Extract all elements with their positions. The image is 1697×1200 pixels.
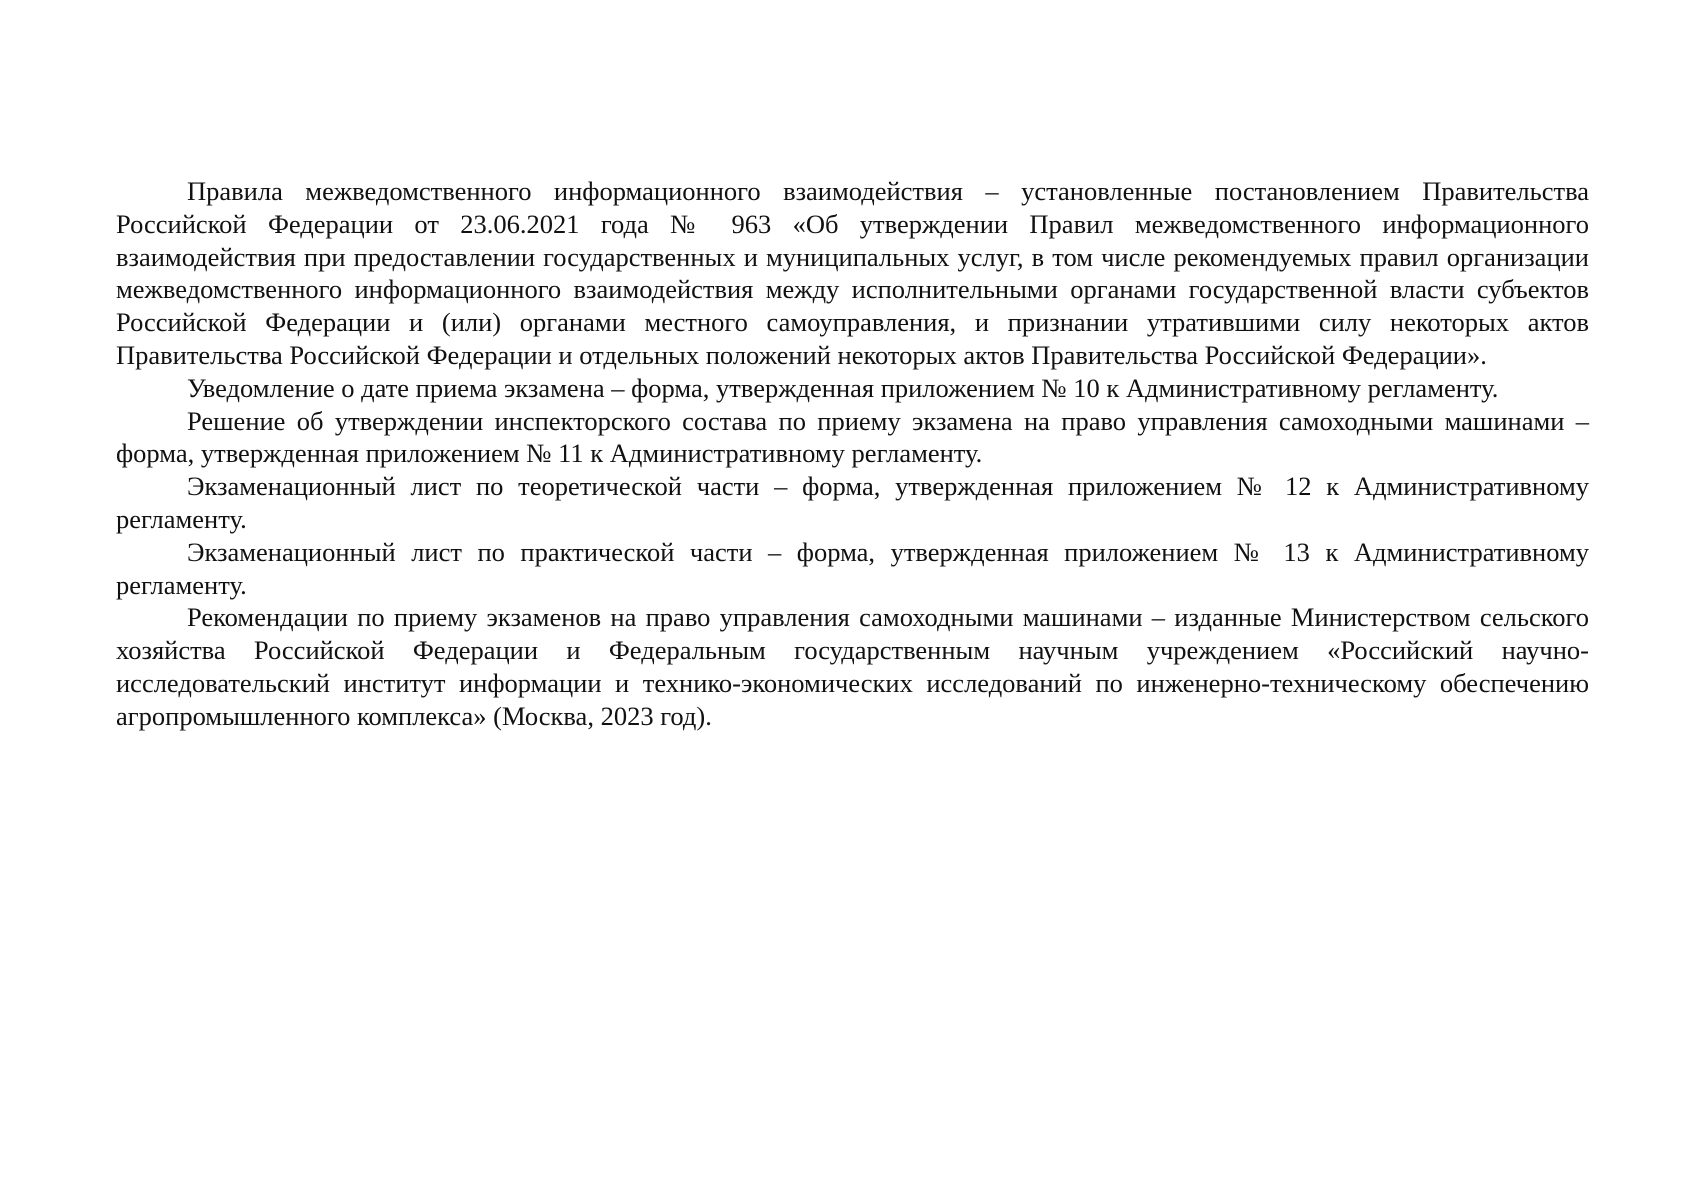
paragraph-interagency-rules: Правила межведомственного информационного взаимодействия – установленные постановлением Правительства Российской Федерации от 23.06.2021 года № 963 «Об утверждении Правил межведомственного информационного взаимодействия при предоставлении государственных и муниципальных услуг, в том числе рекомендуемых правил организации межведомственного информационного взаимодействия между исполнительными органами государственной власти субъектов Российской Федерации и (или) органами местного самоуправления, и признании утратившими силу некоторых актов Правительства Российской Федерации и отдельных положений некоторых актов Правительства Российской Федерации». [116, 176, 1589, 370]
paragraph-theory-exam-sheet: Экзаменационный лист по теоретической части – форма, утвержденная приложением № 12 к Административному регламенту. [116, 471, 1589, 534]
paragraph-exam-recommendations: Рекомендации по приему экзаменов на право управления самоходными машинами – изданные Министерством сельского хозяйства Российской Федерации и Федеральным государственным научным учреждением «Российский научно-исследовательский институт информации и технико-экономических исследований по инженерно-техническому обеспечению агропромышленного комплекса» (Москва, 2023 год). [116, 602, 1589, 731]
paragraph-exam-date-notice: Уведомление о дате приема экзамена – форма, утвержденная приложением № 10 к Административному регламенту. [187, 372, 1499, 403]
paragraph-inspector-decision: Решение об утверждении инспекторского состава по приему экзамена на право управления самоходными машинами – форма, утвержденная приложением № 11 к Административному регламенту. [116, 405, 1589, 469]
paragraph-practice-exam-sheet: Экзаменационный лист по практической части – форма, утвержденная приложением № 13 к Административному регламенту. [116, 536, 1589, 600]
document-body [116, 175, 1589, 733]
